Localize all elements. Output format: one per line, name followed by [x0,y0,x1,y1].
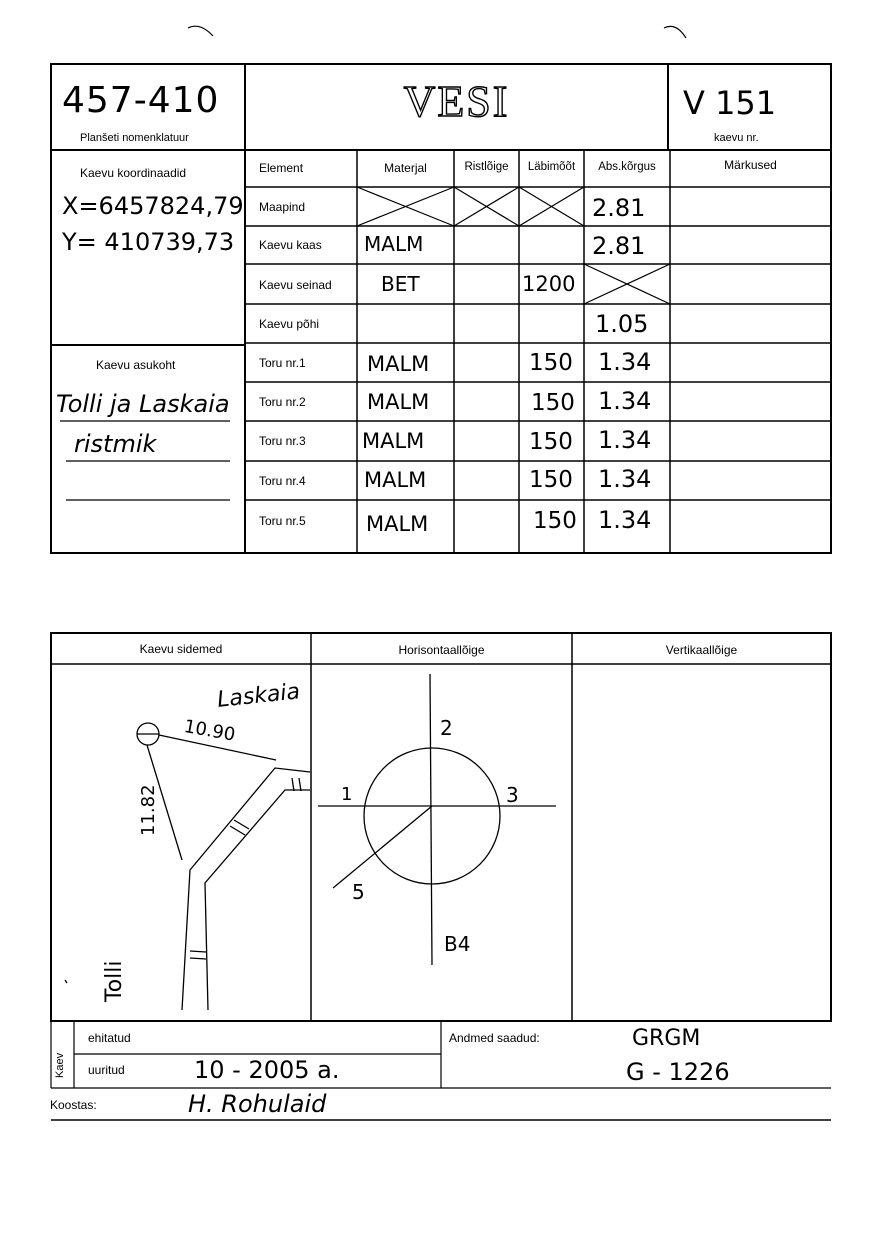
col-element: Element [259,161,304,175]
row-material: MALM [364,468,427,492]
surveyed-value: 10 - 2005 a. [194,1056,340,1084]
col-connections: Kaevu sidemed [139,642,223,656]
row-material: MALM [367,352,430,376]
col-horizontal: Horisontaallõige [398,643,485,657]
row-height: 1.34 [598,348,652,376]
col-vertical: Vertikaallõige [665,643,738,657]
checked-label: ehitatud [88,1031,131,1045]
sheet-label: Planšeti nomenklatuur [80,132,189,144]
row-material: MALM [366,512,429,536]
row-height: 1.05 [595,310,649,338]
row-diameter: 150 [529,429,573,455]
coords-label: Kaevu koordinaadid [80,166,187,180]
col-diameter: Läbimõõt [527,161,576,173]
pipe-label-5: 5 [352,880,365,904]
row-element: Toru nr.4 [259,474,306,488]
sheet-number: 457-410 [62,80,220,121]
data-value-1: GRGM [632,1026,701,1051]
col-notes: Märkused [724,158,777,172]
author-label: Koostas: [50,1098,97,1112]
row-diameter: 150 [529,467,573,493]
distance-label-2: 11.82 [138,784,159,836]
row-height: 2.81 [592,194,646,222]
row-element: Kaevu seinad [259,278,332,292]
data-value-2: G - 1226 [626,1058,730,1086]
row-material: MALM [367,390,430,414]
distance-label-1: 10.90 [182,716,237,746]
col-material: Materjal [384,161,427,175]
col-cross: Ristlõige [464,161,509,173]
street-laskaia: Laskaia [216,679,302,713]
well-label: kaevu nr. [714,132,759,144]
coord-x: X=6457824,79 [62,192,244,220]
row-element: Kaevu põhi [259,317,320,331]
row-height: 1.34 [598,506,652,534]
page-title: VESI [403,77,510,126]
pipe-label-2: 2 [440,716,453,740]
row-diameter: 150 [531,390,575,416]
row-diameter: 150 [533,508,577,534]
side-label: Kaev [54,1052,66,1078]
data-label: Andmed saadud: [449,1031,540,1045]
pipe-label-3: 3 [506,783,519,807]
pipe-label-1: 1 [341,784,353,805]
pipe-label-4: B4 [444,932,471,956]
row-diameter: 150 [529,350,573,376]
row-element: Kaevu kaas [259,238,322,252]
coord-y: Y= 410739,73 [62,228,235,256]
street-tolli: Tolli [102,960,127,1002]
row-height: 1.34 [598,465,652,493]
row-height: 1.34 [598,387,652,415]
surveyed-label: uuritud [88,1063,125,1077]
row-element: Toru nr.2 [259,395,306,409]
row-material: MALM [362,429,425,453]
row-material: MALM [364,232,424,256]
col-height: Abs.kõrgus [598,161,656,173]
row-element: Maapind [259,200,306,214]
row-element: Toru nr.3 [259,434,306,448]
well-number: V 151 [683,84,777,122]
row-diameter: 1200 [522,272,576,296]
row-element: Toru nr.5 [259,514,306,528]
author-value: H. Rohulaid [188,1090,327,1118]
row-element: Toru nr.1 [259,356,306,370]
row-material: BET [381,272,420,296]
row-height: 2.81 [592,232,646,260]
location-line2: ristmik [74,430,157,458]
location-label: Kaevu asukoht [96,358,176,372]
location-line1: Tolli ja Laskaia [56,390,230,418]
row-height: 1.34 [598,426,652,454]
